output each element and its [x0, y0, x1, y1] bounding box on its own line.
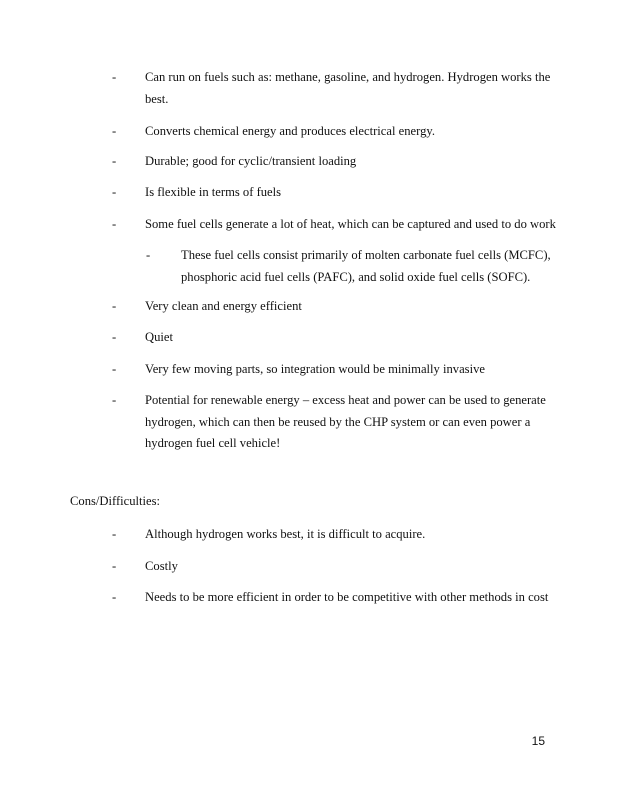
bullet-dash: -	[112, 330, 117, 344]
bullet-dash: -	[112, 393, 117, 407]
bullet-dash: -	[112, 217, 117, 231]
pro-item-moving-parts: Very few moving parts, so integration would be minimally invasive	[145, 362, 485, 376]
bullet-dash: -	[112, 527, 117, 541]
bullet-dash: -	[112, 590, 117, 604]
pro-item-flexible: Is flexible in terms of fuels	[145, 185, 282, 199]
cons-heading: Cons/Difficulties:	[70, 494, 161, 508]
con-item-efficiency: Needs to be more efficient in order to be competitive with other methods in cost	[145, 590, 549, 604]
bullet-dash: -	[112, 124, 117, 138]
bullet-dash: -	[112, 559, 117, 573]
bullet-dash: -	[112, 154, 117, 168]
bullet-dash: -	[112, 299, 117, 313]
pro-item-fuels: Can run on fuels such as: methane, gasoline, and hydrogen. Hydrogen works the best.	[145, 70, 551, 106]
con-item-costly: Costly	[145, 559, 178, 573]
sub-bullet-dash: -	[146, 248, 151, 262]
pro-subitem-fuel-cell-types: These fuel cells consist primarily of molten carbonate fuel cells (MCFC), phosphoric acid fuel cells (PAFC), and solid oxide fuel cells (SOFC).	[181, 248, 551, 284]
pro-item-quiet: Quiet	[145, 330, 173, 344]
bullet-dash: -	[112, 70, 117, 84]
pro-item-energy-conversion: Converts chemical energy and produces electrical energy.	[145, 124, 435, 138]
bullet-dash: -	[112, 362, 117, 376]
pro-item-renewable: Potential for renewable energy – excess heat and power can be used to generate hydrogen, which can then be reused by the CHP system or can even power a hydrogen fuel cell vehicle!	[145, 393, 546, 450]
pro-item-heat: Some fuel cells generate a lot of heat, which can be captured and used to do work	[145, 217, 556, 231]
pro-item-clean: Very clean and energy efficient	[145, 299, 302, 313]
bullet-dash: -	[112, 185, 117, 199]
page-number: 15	[531, 734, 545, 748]
pro-item-durable: Durable; good for cyclic/transient loading	[145, 154, 357, 168]
con-item-hydrogen: Although hydrogen works best, it is difficult to acquire.	[145, 527, 426, 541]
